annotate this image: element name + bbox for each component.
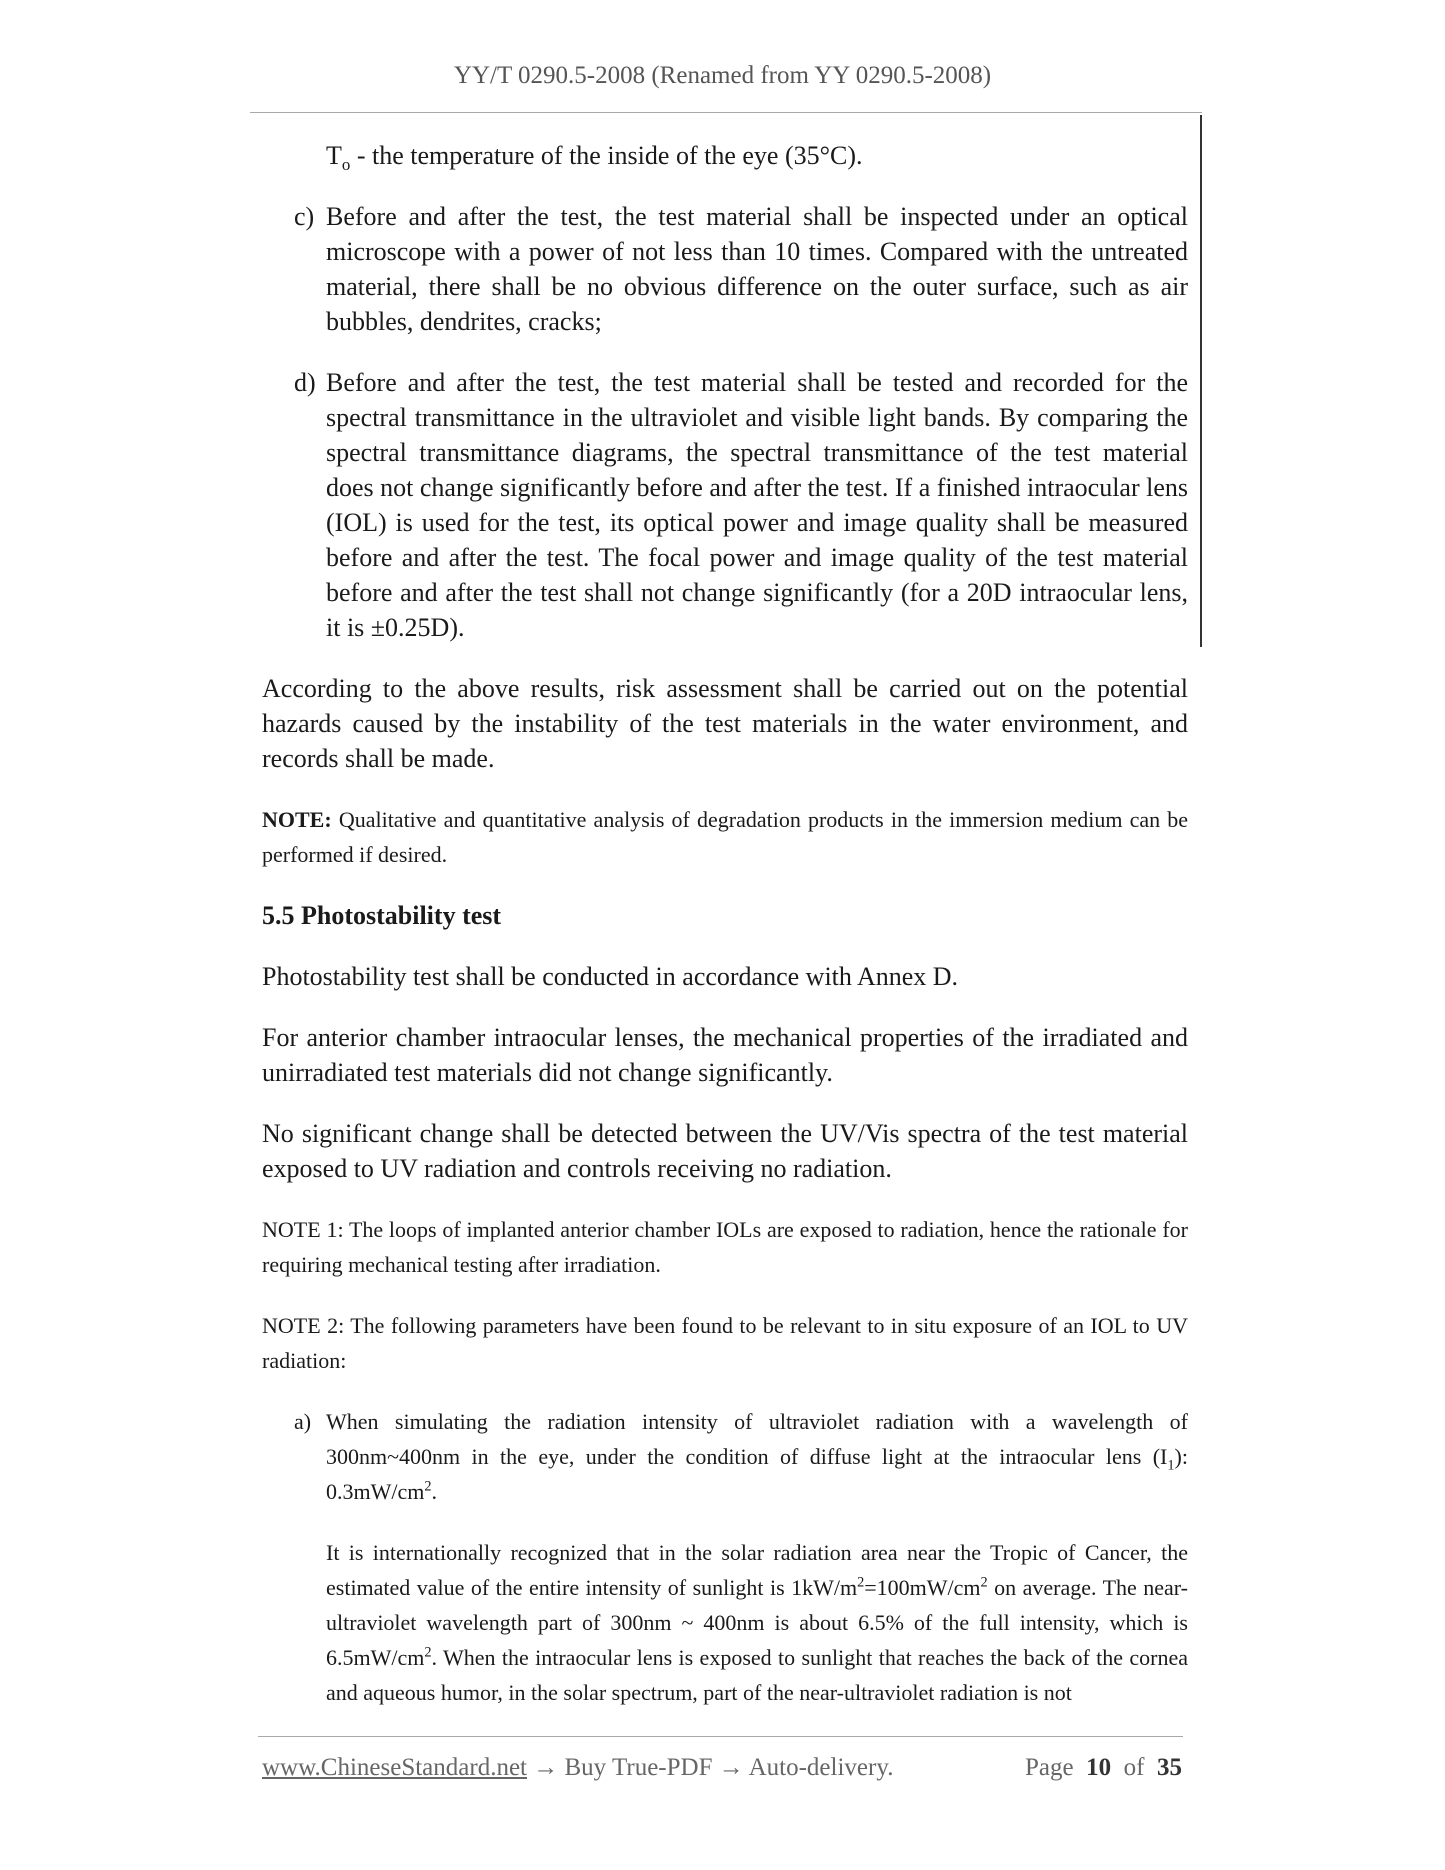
header-rule [250, 112, 1202, 113]
risk-paragraph: According to the above results, risk assessment shall be carried out on the potential hazards caused by the instability of the test materials in the water environment, and records shall be made. [262, 674, 1188, 773]
page-indicator: Page 10 of 35 [1025, 1754, 1182, 1781]
list-text: Before and after the test, the test material shall be tested and recorded for the spectral transmittance in the ultraviolet and visible light bands. By comparing the spectral transmittance diagrams, the spectral transmittance of the test material does not change significantly before and after the test. If a finished intraocular lens (IOL) is used for the test, its optical power and image quality shall be measured before and after the test. The focal power and image quality of the test material before and after the test shall not change significantly (for a 20D intraocular lens, it is ±0.25D). [326, 368, 1189, 642]
continuation-paragraph: It is internationally recognized that in the solar radiation area near the Tropic of Cancer, the estimated value of the entire intensity of sunlight is $1kW/m^2=100mW/cm^2$ on average. The near-ultraviolet wavelength part of 300nm ~ 400nm is about 6.5% of the full intensity, which is $6.5mW/cm^2$. When the intraocular lens is exposed to sunlight that reaches the back of the cornea and aqueous humor, in the solar spectrum, part of the near-ultraviolet radiation is not [326, 1540, 1188, 1705]
t0-definition: $T_o$ - the temperature of the inside of the eye (35°C). [326, 141, 863, 175]
document-header: YY/T 0290.5-2008 (Renamed from YY 0290.5-2008) [453, 62, 992, 89]
section-heading: 5.5 Photostability test [262, 901, 502, 930]
list-label: d) [294, 368, 316, 397]
page-number: 10 [1086, 1754, 1112, 1781]
page-body [262, 138, 1188, 1710]
paragraph: No significant change shall be detected between the UV/Vis spectra of the test material exposed to UV radiation and controls receiving no radiation. [262, 1119, 1188, 1183]
note-1: NOTE 1: The loops of implanted anterior chamber IOLs are exposed to radiation, hence the rationale for requiring mechanical testing after irradiation. [262, 1217, 1188, 1277]
paragraph: For anterior chamber intraocular lenses, the mechanical properties of the irradiated and unirradiated test materials did not change significantly. [262, 1023, 1188, 1087]
list-label: a) [294, 1409, 312, 1434]
list-item-d [262, 365, 1188, 645]
footer-promo: www.ChineseStandard.net → Buy True-PDF → Auto-delivery. [262, 1754, 894, 1781]
note: NOTE: Qualitative and quantitative analysis of degradation products in the immersion medium can be performed if desired. [262, 807, 1188, 867]
list-label: c) [294, 202, 315, 231]
page-total: 35 [1156, 1754, 1182, 1781]
delivery-text: Auto-delivery. [748, 1754, 894, 1781]
list-item-c [262, 199, 1188, 339]
website-link[interactable]: www.ChineseStandard.net [262, 1754, 527, 1781]
list-text: When simulating the radiation intensity of ultraviolet radiation with a wavelength of 300nm~400nm in the eye, under the condition of diffuse light at the intraocular lens $(I_1)$: $0.3mW/cm^2$. [326, 1409, 1188, 1504]
paragraph: Photostability test shall be conducted in accordance with Annex D. [262, 962, 959, 991]
buy-pdf-text: Buy True-PDF [564, 1754, 713, 1781]
list-item-a [262, 1404, 1188, 1509]
note-label: NOTE: [262, 807, 332, 832]
change-bar [1200, 115, 1202, 647]
list-text: Before and after the test, the test material shall be inspected under an optical microscope with a power of not less than 10 times. Compared with the untreated material, there shall be no obvious difference on the outer surface, such as air bubbles, dendrites, cracks; [326, 202, 1188, 336]
note-2: NOTE 2: The following parameters have been found to be relevant to in situ exposure of an IOL to UV radiation: [262, 1313, 1188, 1373]
footer-rule [258, 1736, 1183, 1737]
